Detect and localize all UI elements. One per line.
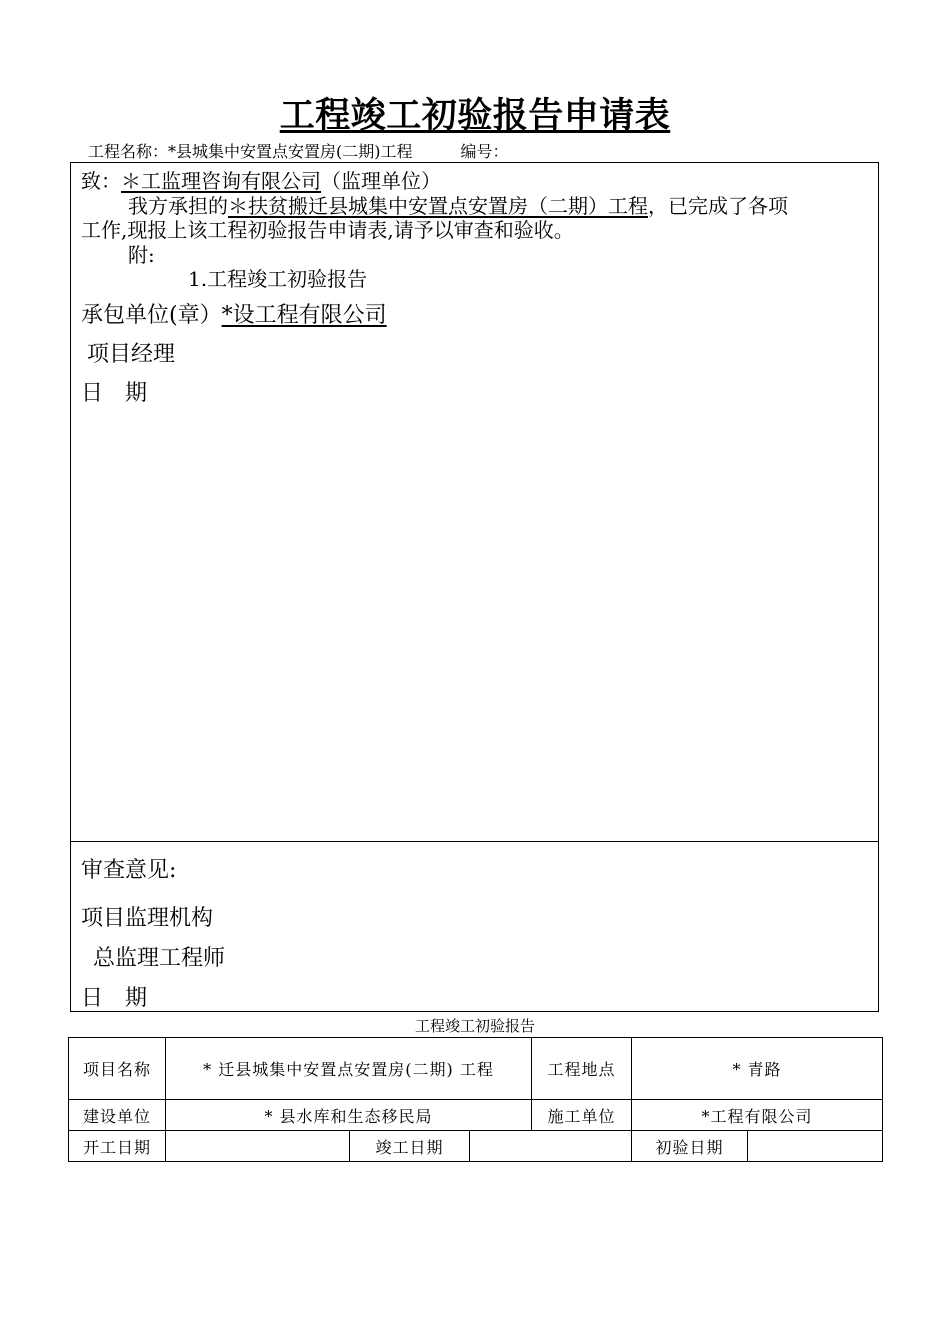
project-name-label: 工程名称： (88, 142, 169, 161)
contractor-cell-value: *工程有限公司 (632, 1100, 883, 1131)
review-date-label: 日 期 (81, 986, 148, 1011)
form-title (0, 88, 950, 138)
supervision-org-label: 项目监理机构 (81, 906, 214, 931)
table-row (69, 1038, 883, 1100)
project-name-cell-value: * 迁县城集中安置点安置房(二期) 工程 (166, 1038, 532, 1100)
contractor-cell-label: 施工单位 (532, 1100, 632, 1131)
project-manager-label: 项目经理 (87, 342, 176, 367)
start-date-cell-label: 开工日期 (69, 1131, 166, 1162)
application-date-label: 日 期 (81, 381, 148, 406)
table-row (69, 1100, 883, 1131)
review-section (70, 841, 879, 1012)
contractor-label: 承包单位(章） (81, 303, 222, 328)
chief-engineer-label: 总监理工程师 (93, 946, 226, 971)
start-date-cell-value (166, 1131, 350, 1162)
inspect-date-cell-value (748, 1131, 883, 1162)
addressee-label: 致： (81, 169, 121, 193)
review-opinion-label: 审查意见: (81, 858, 177, 883)
table-row (69, 1131, 883, 1162)
project-name-cell-label: 项目名称 (69, 1038, 166, 1100)
application-section (70, 162, 879, 842)
finish-date-cell-label: 竣工日期 (350, 1131, 470, 1162)
attachment-label: 附: (128, 243, 155, 267)
report-caption: 工程竣工初验报告 (414, 1017, 535, 1035)
form-meta-line (88, 139, 509, 162)
attachment-item: 1.工程竣工初验报告 (188, 267, 368, 291)
finish-date-cell-value (470, 1131, 632, 1162)
body-suffix: ，已完成了各项 (648, 194, 788, 218)
supervisor-company-value: ＊工监理咨询有限公司 (121, 169, 321, 193)
report-table (68, 1037, 883, 1162)
serial-number-label: 编号： (460, 142, 509, 161)
contractor-line (81, 298, 387, 329)
inspect-date-cell-label: 初验日期 (632, 1131, 748, 1162)
contractor-value: *设工程有限公司 (221, 303, 387, 328)
addressee-suffix: （监理单位） (321, 169, 441, 193)
form-title-underlined: 工程竣工初验报告申请表 (279, 95, 671, 136)
builder-cell-label: 建设单位 (69, 1100, 166, 1131)
location-cell-value: * 青路 (632, 1038, 883, 1100)
body-project-name: ＊扶贫搬迁县城集中安置点安置房（二期）工程 (228, 194, 648, 218)
project-name-value: *县城集中安置点安置房(二期)工程 (168, 142, 413, 161)
body-prefix: 我方承担的 (128, 194, 228, 218)
body-line-2: 工作,现报上该工程初验报告申请表,请予以审查和验收。 (81, 218, 574, 242)
location-cell-label: 工程地点 (532, 1038, 632, 1100)
builder-cell-value: * 县水库和生态移民局 (166, 1100, 532, 1131)
